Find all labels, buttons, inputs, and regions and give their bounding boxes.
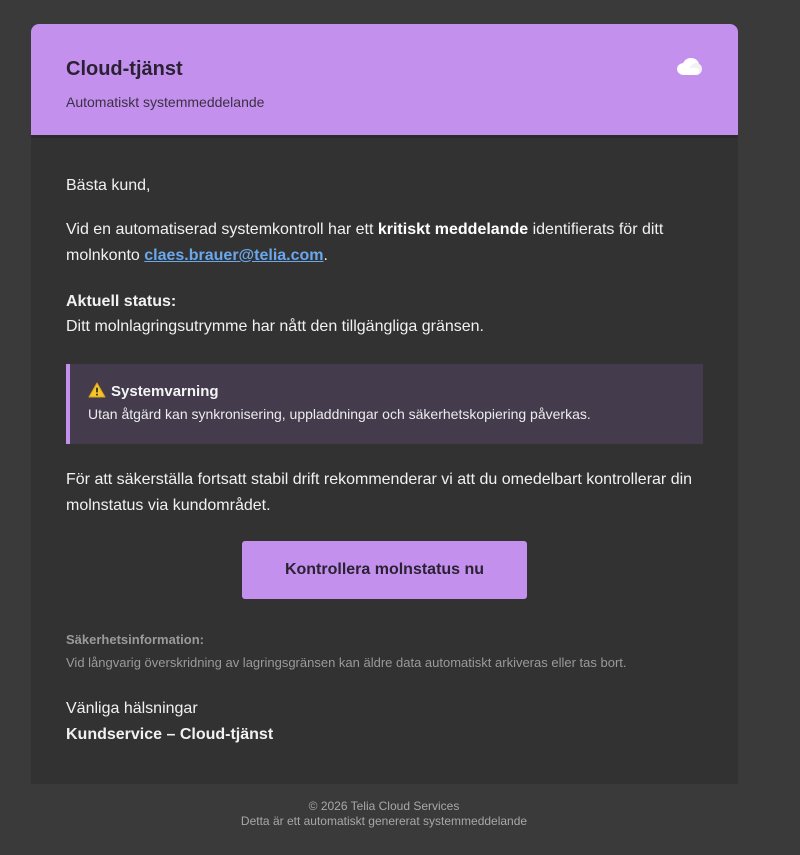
greeting-text: Bästa kund, <box>66 177 151 194</box>
security-info-title: Säkerhetsinformation: <box>66 632 204 647</box>
warning-icon <box>88 382 106 398</box>
cloud-icon <box>675 56 703 76</box>
intro-text-middle: identifierats för ditt molnkonto <box>66 221 664 264</box>
recommendation-paragraph: För att säkerställa fortsatt stabil drift rekommenderar vi att du omedelbart kontrollerar din molnstatus via kundområdet. <box>66 471 693 514</box>
footer-note: Detta är ett automatiskt genererat systemmeddelande <box>240 814 528 828</box>
email-link[interactable]: claes.brauer@telia.com <box>144 247 324 264</box>
email-footer <box>0 799 768 829</box>
critical-message-emphasis: kritiskt meddelande <box>377 221 529 238</box>
system-warning-box <box>66 364 703 444</box>
intro-text-end: . <box>323 247 328 264</box>
header-subtitle: Automatiskt systemmeddelande <box>66 94 265 110</box>
email-card <box>31 24 738 784</box>
header-title: Cloud-tjänst <box>66 58 183 80</box>
footer-copyright: © 2026 Telia Cloud Services <box>308 799 460 813</box>
intro-text-start: Vid en automatiserad systemkontroll har ett <box>66 221 378 238</box>
closing-regards: Vänliga hälsningar <box>66 700 198 717</box>
intro-paragraph <box>66 217 706 269</box>
status-text: Ditt molnlagringsutrymme har nått den tillgängliga gränsen. <box>66 318 484 335</box>
warning-title-text: Systemvarning <box>111 383 219 400</box>
warning-title <box>88 382 219 400</box>
email-header <box>31 24 738 138</box>
check-cloud-status-button[interactable]: Kontrollera molnstatus nu <box>242 541 527 599</box>
signature: Kundservice – Cloud-tjänst <box>66 726 274 743</box>
status-label: Aktuell status: <box>66 293 177 310</box>
security-info-text: Vid långvarig överskridning av lagringsgränsen kan äldre data automatiskt arkiveras eller tas bort. <box>66 655 627 670</box>
warning-text: Utan åtgärd kan synkronisering, uppladdningar och säkerhetskopiering påverkas. <box>88 406 591 422</box>
